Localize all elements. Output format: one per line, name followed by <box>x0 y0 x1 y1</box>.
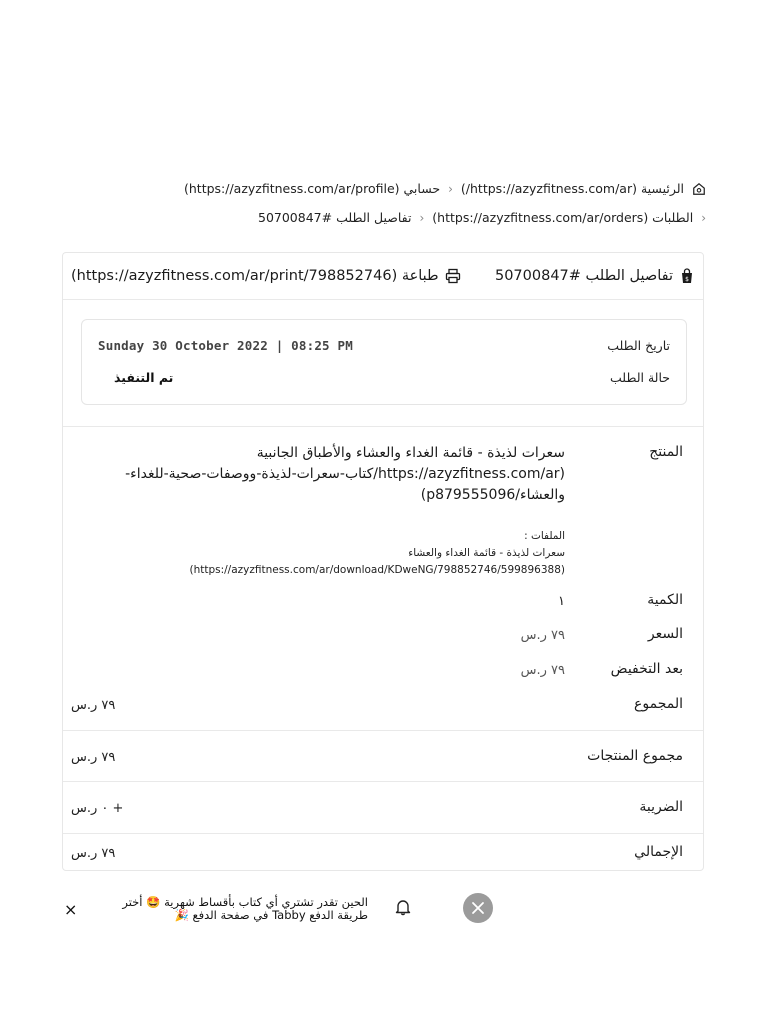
order-title-text: تفاصيل الطلب #50700847 <box>494 268 673 284</box>
breadcrumb-account-link[interactable]: حسابي (https://azyzfitness.com/ar/profile) <box>183 181 441 196</box>
item-total-value: ٧٩ ر.س <box>71 698 116 713</box>
order-date-value: Sunday 30 October 2022 | 08:25 PM <box>98 338 353 353</box>
file-name: سعرات لذيذة - قائمة الغداء والعشاء <box>408 547 565 559</box>
product-label: المنتج <box>649 444 683 460</box>
home-icon <box>692 182 706 196</box>
divider <box>63 781 703 782</box>
order-summary-box <box>81 319 687 405</box>
card-header <box>63 253 703 300</box>
item-total-label: المجموع <box>634 696 683 712</box>
breadcrumb-current: تفاصيل الطلب #50700847 <box>258 210 412 225</box>
divider <box>63 833 703 834</box>
order-title <box>495 268 695 284</box>
tax-value: + ٠ ر.س <box>71 801 124 816</box>
order-date-row <box>82 338 686 358</box>
breadcrumb <box>184 181 706 196</box>
breadcrumb <box>258 210 706 225</box>
order-date-label: تاريخ الطلب <box>607 338 670 353</box>
tax-label: الضريبة <box>639 799 683 815</box>
chevron-left-icon: ‹ <box>448 181 453 196</box>
products-total-value: ٧٩ ر.س <box>71 750 116 765</box>
quantity-label: الكمية <box>647 592 683 608</box>
chevron-left-icon: ‹ <box>419 210 425 225</box>
order-status-value: تم التنفيذ <box>114 370 174 385</box>
svg-text:$: $ <box>685 276 689 283</box>
breadcrumb-home-link[interactable]: الرئيسية (https://azyzfitness.com/ar/) <box>460 181 684 196</box>
chevron-left-icon: ‹ <box>701 210 706 225</box>
divider <box>63 426 703 427</box>
order-status-label: حالة الطلب <box>610 370 670 385</box>
divider <box>63 730 703 731</box>
shopping-bag-icon <box>679 268 695 284</box>
print-button[interactable] <box>71 268 461 284</box>
price-label: السعر <box>647 626 683 642</box>
printer-icon <box>445 268 461 284</box>
after-discount-value: ٧٩ ر.س <box>520 663 565 678</box>
promo-text: الحين تقدر تشتري أي كتاب بأقساط شهرية 🤩 أختر طريقة الدفع Tabby في صفحة الدفع 🎉 <box>122 895 368 922</box>
grand-total-label: الإجمالي <box>634 844 683 860</box>
breadcrumb-orders-link[interactable]: الطلبات (https://azyzfitness.com/ar/orders) <box>432 210 694 225</box>
product-files <box>145 528 565 579</box>
after-discount-label: بعد التخفيض <box>610 661 683 677</box>
order-details-card <box>62 252 704 871</box>
file-download-link[interactable]: (https://azyzfitness.com/ar/download/KDweNG/798852746/599896388) <box>189 564 565 576</box>
close-circle-button[interactable] <box>463 893 493 923</box>
close-icon <box>471 901 485 915</box>
quantity-value: ١ <box>558 594 565 609</box>
grand-total-value: ٧٩ ر.س <box>71 846 116 861</box>
bell-icon[interactable] <box>394 898 412 916</box>
order-status-row <box>82 370 686 390</box>
products-total-label: مجموع المنتجات <box>587 748 683 764</box>
promo-close-button[interactable]: × <box>64 900 78 919</box>
product-link[interactable]: سعرات لذيذة - قائمة الغداء والعشاء والأطباق الجانبية (https://azyzfitness.com/ar/كتاب-سعرات-لذيذة-ووصفات-صحية-للغداء-والعشاء/p879555096) <box>125 445 565 503</box>
price-value: ٧٩ ر.س <box>520 628 565 643</box>
print-link[interactable]: طباعة (https://azyzfitness.com/ar/print/798852746) <box>71 268 439 284</box>
promo-bar <box>0 880 768 940</box>
files-label: الملفات : <box>524 530 565 542</box>
